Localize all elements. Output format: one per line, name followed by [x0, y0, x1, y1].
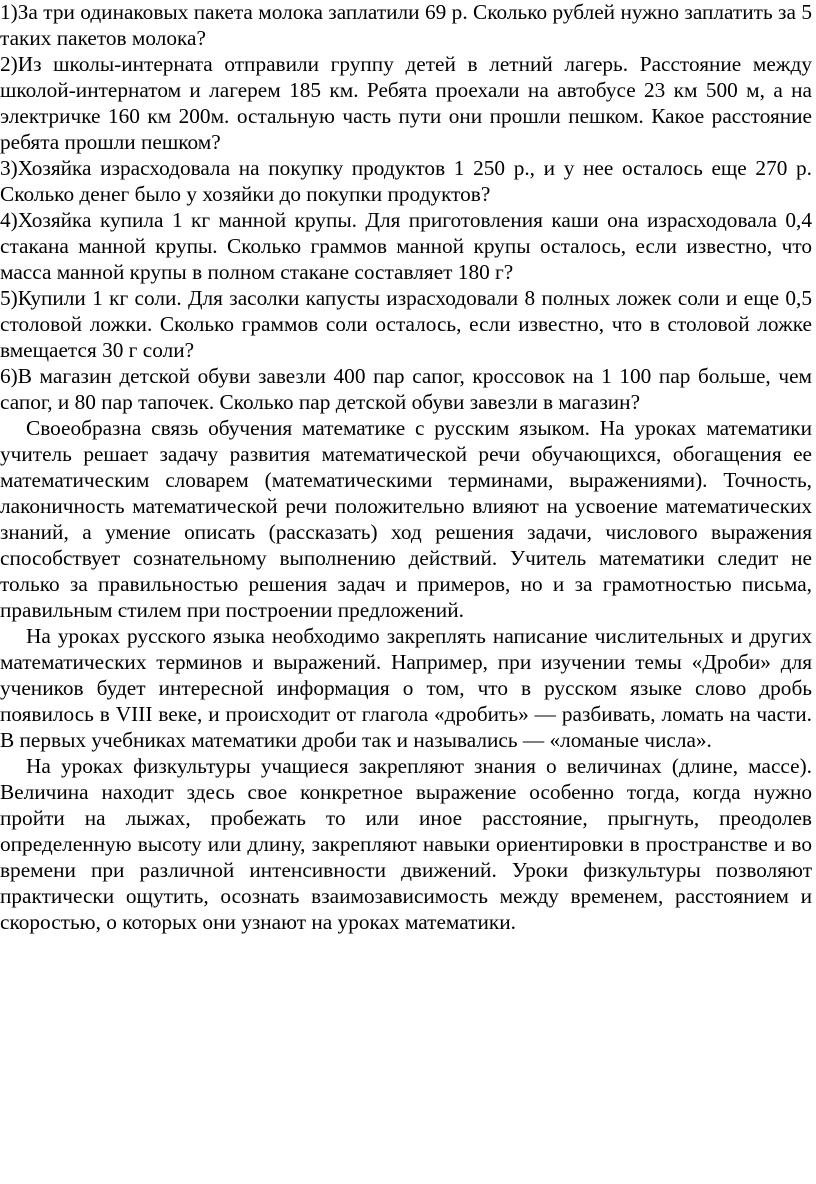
- problem-4: 4)Хозяйка купила 1 кг манной крупы. Для приготовления каши она израсходовала 0,4 стакана манной крупы. Сколько граммов манной крупы осталось, если известно, что масса манной крупы в полном стакане составляет 180 г?: [0, 208, 812, 284]
- paragraph-physical-education: На уроках физкультуры учащиеся закрепляют знания о величинах (длине, массе). Величина находит здесь свое конкретное выражение особенно тогда, когда нужно пройти на лыжах, пробежать то или иное расстояние, прыгнуть, преодолев определенную высоту или длину, закрепляют навыки ориентировки в пространстве и во времени при различной интенсивности движений. Уроки физкультуры позволяют практически ощутить, осознать взаимозависимость между временем, расстоянием и скоростью, о которых они узнают на уроках математики.: [0, 754, 812, 934]
- problem-1: 1)За три одинаковых пакета молока заплатили 69 р. Сколько рублей нужно заплатить за 5 таких пакетов молока?: [0, 0, 812, 50]
- problem-3: 3)Хозяйка израсходовала на покупку продуктов 1 250 р., и у нее осталось еще 270 р. Сколько денег было у хозяйки до покупки продуктов?: [0, 156, 812, 206]
- paragraph-math-russian: Своеобразна связь обучения математике с русским языком. На уроках математики учитель решает задачу развития математической речи обучающихся, обогащения ее математическим словарем (математическими терминами, выражениями). Точность, лаконичность математической речи положительно влияют на усвоение математических знаний, а умение описать (рассказать) ход решения задачи, числового выражения способствует сознательному выполнению действий. Учитель математики следит не только за правильностью решения задач и примеров, но и за грамотностью письма, правильным стилем при построении предложений.: [0, 416, 812, 622]
- problem-5: 5)Купили 1 кг соли. Для засолки капусты израсходовали 8 полных ложек соли и еще 0,5 столовой ложки. Сколько граммов соли осталось, если известно, что в столовой ложке вмещается 30 г соли?: [0, 286, 812, 362]
- problem-2: 2)Из школы-интерната отправили группу детей в летний лагерь. Расстояние между школой-интернатом и лагерем 185 км. Ребята проехали на автобусе 23 км 500 м, а на электричке 160 км 200м. остальную часть пути они прошли пешком. Какое расстояние ребята прошли пешком?: [0, 52, 812, 154]
- paragraph-russian-lessons: На уроках русского языка необходимо закреплять написание числительных и других математических терминов и выражений. Например, при изучении темы «Дроби» для учеников будет интересной информация о том, что в русском языке слово дробь появилось в VIII веке, и происходит от глагола «дробить» — разбивать, ломать на части. В первых учебниках математики дроби так и назывались — «ломаные числа».: [0, 624, 812, 752]
- problem-6: 6)В магазин детской обуви завезли 400 пар сапог, кроссовок на 1 100 пар больше, чем сапог, и 80 пар тапочек. Сколько пар детской обуви завезли в магазин?: [0, 364, 812, 414]
